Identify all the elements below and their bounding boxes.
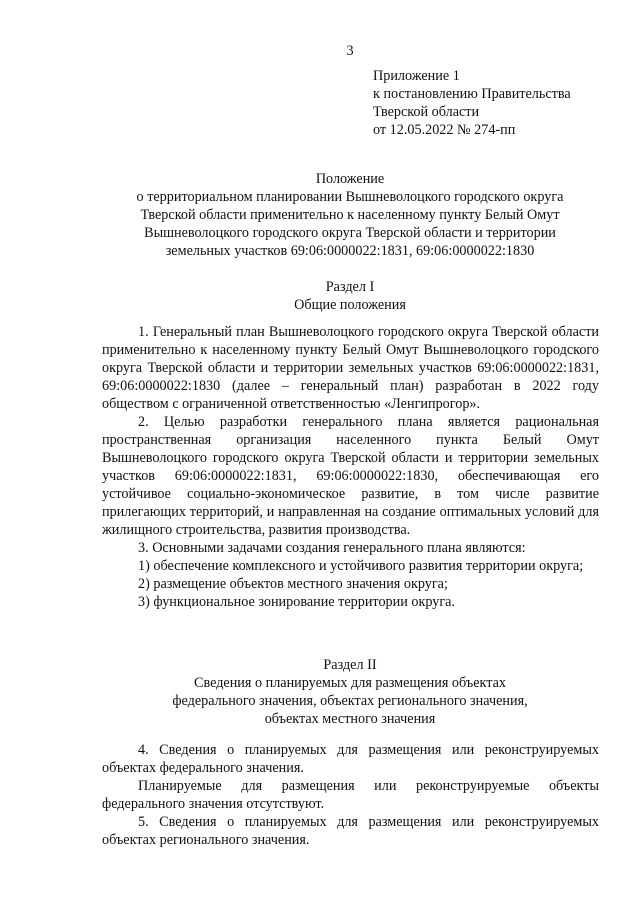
appendix-line: Тверской области	[373, 104, 480, 120]
title-line: Вышневолоцкого городского округа Тверской области и территории	[144, 225, 556, 241]
section1-body	[102, 323, 599, 611]
paragraph: 5. Сведения о планируемых для размещения или реконструируемых объектах регионального значения.	[102, 814, 599, 848]
section2-body	[102, 741, 599, 849]
appendix-line: от 12.05.2022 № 274-пп	[373, 122, 516, 138]
paragraph: 3) функциональное зонирование территории округа.	[138, 594, 456, 610]
paragraph: 3. Основными задачами создания генерального плана являются:	[138, 540, 526, 556]
title-line: Тверской области применительно к населенному пункту Белый Омут	[140, 207, 560, 223]
page-number: 3	[346, 43, 354, 59]
title-line: о территориальном планировании Вышневолоцкого городского округа	[136, 189, 564, 205]
section-heading: Раздел I	[325, 279, 375, 295]
section-subheading: Общие положения	[294, 297, 406, 313]
paragraph: Планируемые для размещения или реконструируемые объекты федерального значения отсутствуют.	[102, 778, 599, 812]
paragraph: 2) размещение объектов местного значения округа;	[138, 576, 448, 592]
section-subheading-line: Сведения о планируемых для размещения объектах	[194, 675, 506, 691]
paragraph: 4. Сведения о планируемых для размещения или реконструируемых объектах федерального значения.	[102, 742, 599, 776]
paragraph: 1. Генеральный план Вышневолоцкого городского округа Тверской области применительно к населенному пункту Белый Омут Вышневолоцкого городского округа Тверской области и территории земельных участков 69:06:0000022:1831, 69:06:0000022:1830 (далее – генеральный план) разработан в 2022 году обществом с ограниченной ответственностью «Ленгипрогор».	[102, 324, 599, 412]
document-title	[90, 170, 610, 260]
section2-heading-block	[90, 656, 610, 728]
section1-heading-block	[90, 278, 610, 314]
paragraph: 1) обеспечение комплексного и устойчивого развития территории округа;	[138, 558, 584, 574]
appendix-line: к постановлению Правительства	[373, 86, 571, 102]
appendix-block	[373, 67, 633, 139]
section-heading: Раздел II	[323, 657, 377, 673]
section-subheading-line: федерального значения, объектах регионального значения,	[172, 693, 528, 709]
title-line: земельных участков 69:06:0000022:1831, 69:06:0000022:1830	[165, 243, 535, 259]
paragraph: 2. Целью разработки генерального плана является рациональная пространственная организация населенного пункта Белый Омут Вышневолоцкого городского округа Тверской области и территории земельных участков 69:06:0000022:1831, 69:06:0000022:1830, обеспечивающая его устойчивое социально-экономическое развитие, в том числе развитие прилегающих территорий, и направленная на создание оптимальных условий для жилищного строительства, развития производства.	[102, 414, 599, 538]
appendix-line: Приложение 1	[373, 68, 460, 84]
title-line: Положение	[315, 171, 385, 187]
section-subheading-line: объектах местного значения	[264, 711, 436, 727]
